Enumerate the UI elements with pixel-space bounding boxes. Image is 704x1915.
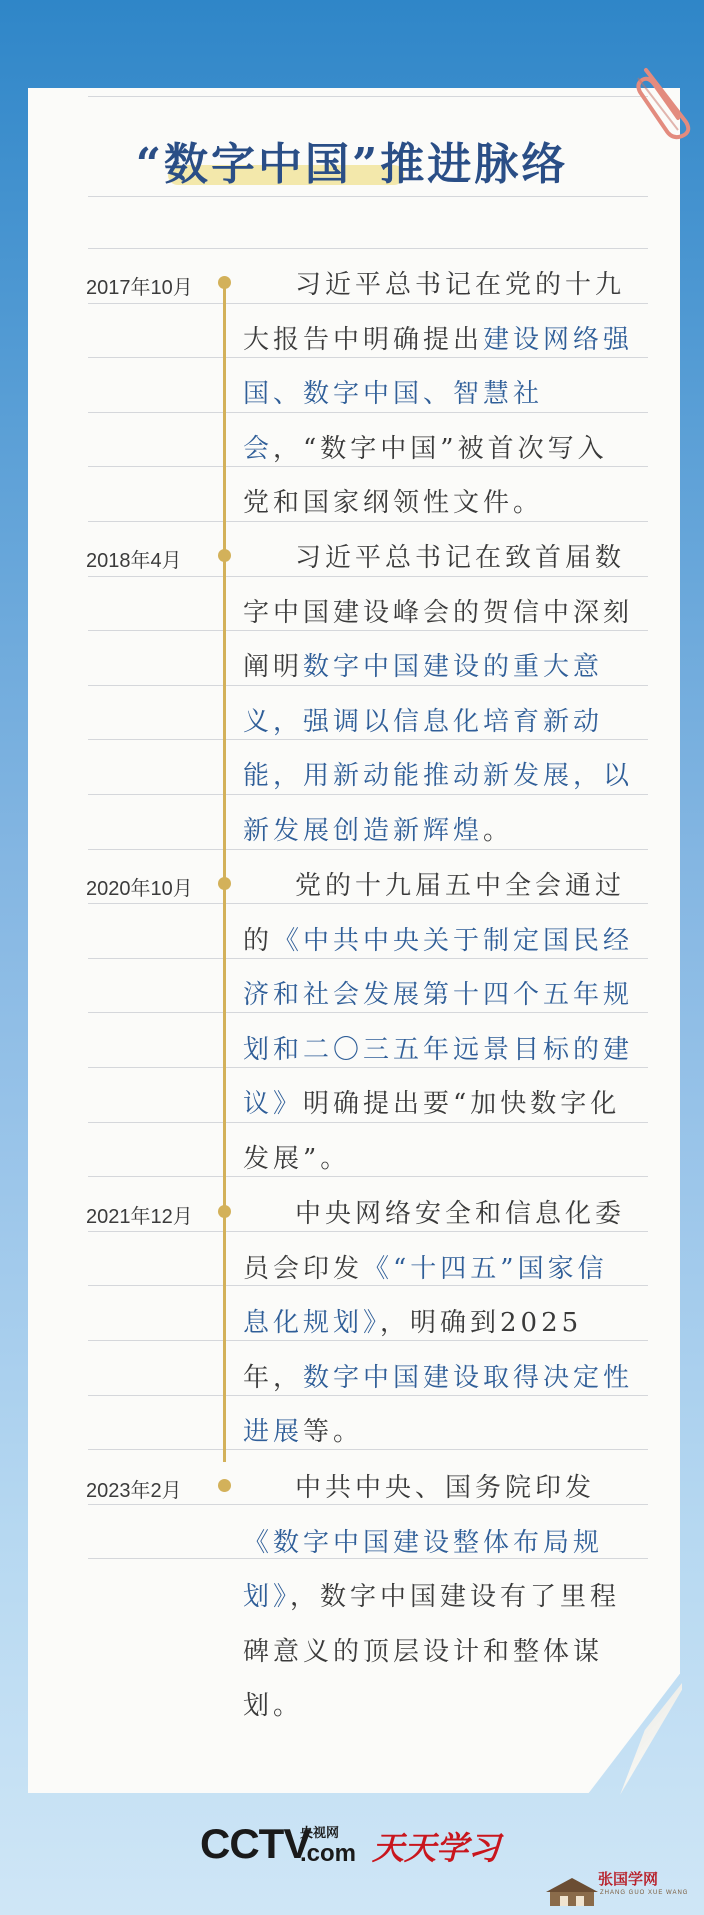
entry-text: ，明确到2025年，	[243, 1308, 583, 1393]
title-wrap	[0, 128, 704, 192]
timeline-dot	[218, 1205, 231, 1218]
entry-text: 习近平总书记在致首届数字中国建设峰会的贺信中深刻阐明	[243, 543, 634, 683]
timeline-date: 2023年2月	[86, 1480, 182, 1502]
tiantian-xuexi-logo: 天天学习	[372, 1829, 501, 1867]
timeline-dot	[218, 1479, 231, 1492]
entry-text: 中共中央、国务院印发	[295, 1473, 596, 1503]
zhangguo-logo-sub: ZHANG GUO XUE WANG	[600, 1890, 689, 1896]
timeline-entry	[243, 258, 635, 531]
timeline-entry	[243, 531, 635, 859]
cctv-logo-com: .com	[300, 1840, 357, 1867]
cctv-logo-sub: 央视网	[300, 1826, 340, 1841]
timeline-date: 2017年10月	[86, 277, 193, 299]
ruled-line	[88, 96, 648, 97]
cctv-logo: CCTV	[200, 1820, 311, 1867]
timeline-line	[223, 282, 226, 1462]
entry-text: ，数字中国建设有了里程碑意义的顶层设计和整体谋划。	[243, 1582, 621, 1722]
entry-highlight-text: 数字中国建设的重大意义，强调以信息化培育新动能，用新动能推动新发展，以新发展创造新辉煌	[243, 652, 634, 846]
entry-text: 习近平总书记在党的十九大报告中明确提出	[243, 270, 626, 355]
timeline-entry	[243, 859, 635, 1187]
timeline-entry	[243, 1187, 635, 1460]
entry-text: 等。	[303, 1417, 364, 1448]
timeline-dot	[218, 877, 231, 890]
ruled-line	[88, 196, 648, 197]
entry-text: 党的十九届五中全会通过的	[243, 871, 626, 956]
timeline-date: 2021年12月	[86, 1206, 193, 1228]
zhangguo-logo-text: 张国学网	[598, 1870, 659, 1888]
timeline-dot	[218, 276, 231, 289]
entry-highlight-text: 建设网络强国、数字中国、智慧社会	[243, 324, 634, 464]
timeline-date: 2018年4月	[86, 550, 182, 572]
ruled-line	[88, 248, 648, 249]
entry-highlight-text: 数字中国建设取得决定性进展	[243, 1362, 634, 1448]
entry-text: 明确提出要“加快数字化发展”。	[243, 1089, 621, 1174]
entry-text: 。	[483, 815, 514, 846]
entry-highlight-text: 《“十四五”国家信息化规划》	[243, 1253, 608, 1339]
timeline-date: 2020年10月	[86, 878, 193, 900]
entry-text: 中央网络安全和信息化委员会印发	[243, 1199, 626, 1284]
entry-highlight-text: 《中共中央关于制定国民经济和社会发展第十四个五年规划和二〇三五年远景目标的建议》	[243, 925, 634, 1120]
timeline-dot	[218, 549, 231, 562]
entry-highlight-text: 《数字中国建设整体布局规划》	[243, 1527, 604, 1613]
entry-text: ，“数字中国”被首次写入党和国家纲领性文件。	[243, 433, 608, 519]
timeline-entry	[243, 1461, 635, 1734]
page-title: “数字中国”推进脉络	[135, 139, 569, 190]
